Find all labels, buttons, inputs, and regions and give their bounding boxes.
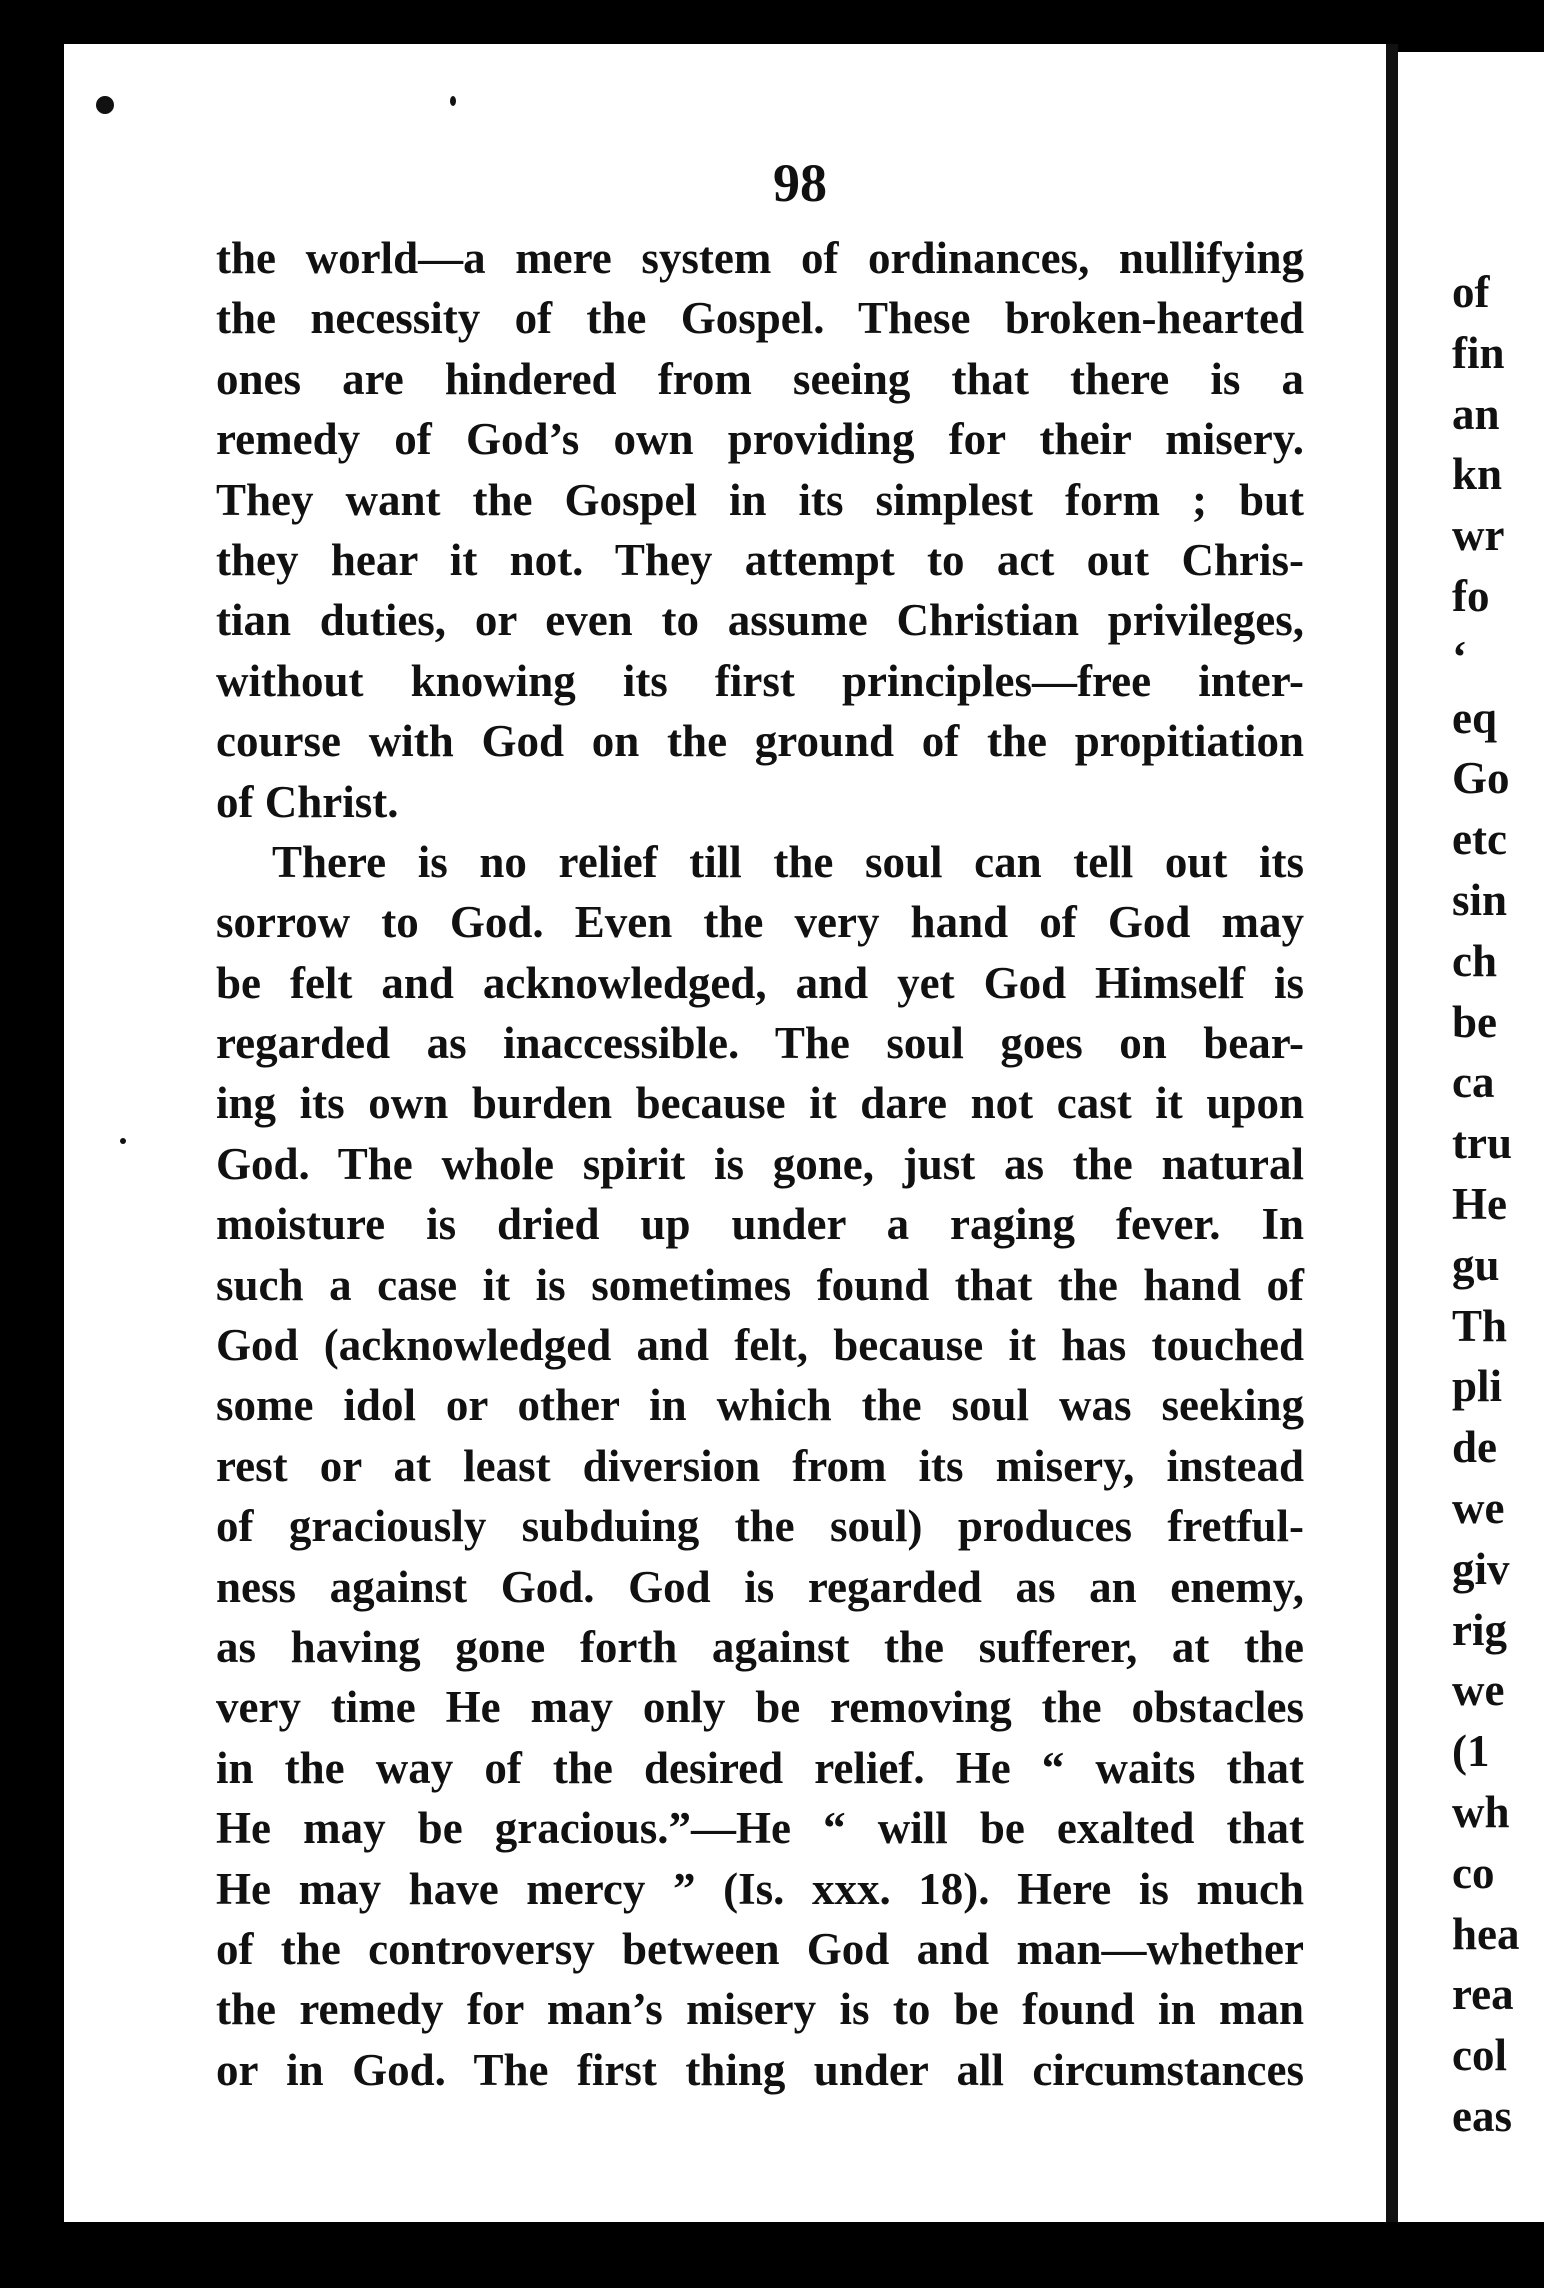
text-line: as having gone forth against the sufferer, at the bbox=[216, 1621, 1304, 1672]
text-line: of graciously subduing the soul) produces fretful- bbox=[216, 1501, 1304, 1552]
text-line: some idol or other in which the soul was seeking bbox=[216, 1380, 1304, 1431]
fragment-line: wr bbox=[1452, 510, 1505, 561]
text-line: be felt and acknowledged, and yet God Himself is bbox=[216, 957, 1304, 1008]
page-body-text bbox=[216, 228, 1304, 2100]
fragment-line: of bbox=[1452, 267, 1490, 317]
fragment-line: ‘ bbox=[1452, 631, 1467, 682]
fragment-line: pli bbox=[1452, 1361, 1503, 1412]
fragment-line: an bbox=[1452, 388, 1500, 439]
text-line: very time He may only be removing the obstacles bbox=[216, 1682, 1304, 1733]
book-gutter bbox=[1386, 44, 1398, 2222]
text-line: ing its own burden because it dare not cast it upon bbox=[216, 1078, 1304, 1129]
text-line: God. The whole spirit is gone, just as the natural bbox=[216, 1138, 1304, 1189]
fragment-line: fo bbox=[1452, 570, 1490, 621]
fragment-line: co bbox=[1452, 1847, 1495, 1898]
text-line: of the controversy between God and man—whether bbox=[216, 1923, 1304, 1974]
fragment-line: giv bbox=[1452, 1543, 1510, 1594]
text-line: ness against God. God is regarded as an enemy, bbox=[216, 1561, 1304, 1612]
fragment-line: etc bbox=[1452, 814, 1507, 865]
text-line: in the way of the desired relief. He “ waits that bbox=[216, 1742, 1304, 1793]
text-line: or in God. The first thing under all circumstances bbox=[216, 2044, 1304, 2095]
text-line: regarded as inaccessible. The soul goes on bear- bbox=[216, 1018, 1304, 1069]
text-line: rest or at least diversion from its misery, instead bbox=[216, 1440, 1304, 1491]
text-line: moisture is dried up under a raging fever. In bbox=[216, 1199, 1304, 1250]
fragment-line: ch bbox=[1452, 935, 1497, 986]
fragment-line: Go bbox=[1452, 753, 1510, 804]
text-line: He may have mercy ” (Is. xxx. 18). Here is much bbox=[216, 1863, 1304, 1914]
text-line: of Christ. bbox=[216, 776, 399, 827]
page-number: 98 bbox=[773, 153, 827, 213]
fragment-line: be bbox=[1452, 996, 1497, 1047]
text-line: sorrow to God. Even the very hand of God may bbox=[216, 897, 1304, 948]
fragment-line: wh bbox=[1452, 1786, 1510, 1837]
text-line: the necessity of the Gospel. These broken-hearted bbox=[216, 293, 1304, 344]
text-line: they hear it not. They attempt to act out Chris- bbox=[216, 534, 1304, 585]
facing-page-fragments bbox=[1452, 262, 1544, 2147]
text-line: He may be gracious.”—He “ will be exalted that bbox=[216, 1803, 1304, 1854]
fragment-line: (1 bbox=[1452, 1726, 1490, 1777]
ink-speck bbox=[120, 1138, 126, 1144]
text-line: remedy of God’s own providing for their misery. bbox=[216, 414, 1304, 465]
fragment-line: He bbox=[1452, 1178, 1507, 1229]
fragment-line: kn bbox=[1452, 449, 1503, 500]
fragment-line: gu bbox=[1452, 1239, 1500, 1290]
text-line: God (acknowledged and felt, because it has touched bbox=[216, 1320, 1304, 1371]
text-line: ones are hindered from seeing that there is a bbox=[216, 353, 1304, 404]
text-line: the world—a mere system of ordinances, nullifying bbox=[216, 233, 1304, 283]
fragment-line: ca bbox=[1452, 1057, 1495, 1108]
fragment-line: tru bbox=[1452, 1118, 1512, 1169]
text-line: course with God on the ground of the propitiation bbox=[216, 716, 1304, 767]
fragment-line: hea bbox=[1452, 1908, 1520, 1959]
text-line: such a case it is sometimes found that the hand of bbox=[216, 1259, 1304, 1310]
text-line: tian duties, or even to assume Christian privileges, bbox=[216, 595, 1304, 646]
fragment-line: we bbox=[1452, 1482, 1505, 1533]
fragment-line: rig bbox=[1452, 1604, 1507, 1655]
fragment-line: sin bbox=[1452, 874, 1508, 925]
text-line: without knowing its first principles—free inter- bbox=[216, 655, 1304, 706]
fragment-line: col bbox=[1452, 2030, 1507, 2081]
fragment-line: Th bbox=[1452, 1300, 1508, 1351]
text-line: There is no relief till the soul can tell out its bbox=[272, 836, 1304, 887]
fragment-line: we bbox=[1452, 1665, 1505, 1716]
ink-speck bbox=[450, 96, 456, 106]
fragment-line: rea bbox=[1452, 1969, 1514, 2020]
ink-speck bbox=[96, 96, 114, 114]
fragment-line: eq bbox=[1452, 692, 1497, 743]
fragment-line: fin bbox=[1452, 327, 1505, 378]
text-line: the remedy for man’s misery is to be found in man bbox=[216, 1984, 1304, 2035]
fragment-line: de bbox=[1452, 1422, 1497, 1473]
fragment-line: eas bbox=[1452, 2090, 1512, 2141]
text-line: They want the Gospel in its simplest form ; but bbox=[216, 474, 1304, 525]
